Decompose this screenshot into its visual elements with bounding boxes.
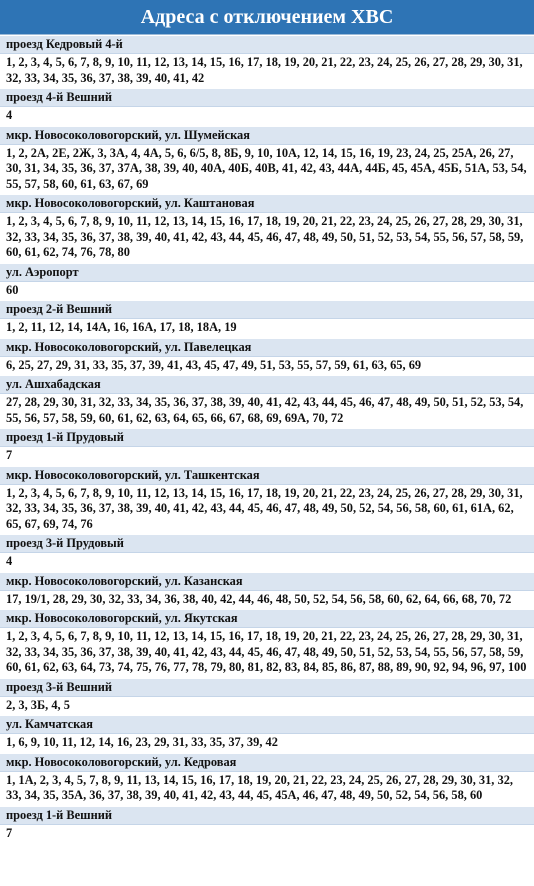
house-numbers: 4 xyxy=(0,552,534,572)
house-numbers: 1, 2, 2А, 2Е, 2Ж, 3, 3А, 4, 4А, 5, 6, 6/5, 8, 8Б, 9, 10, 10А, 12, 14, 15, 16, 19, 23, 24, 25, 25А, 26, 27, 30, 31, 34, 35, 36, 37, 37А, 38, 39, 40, 40А, 40Б, 40В, 41, 42, 43, 44А, 44Б, 45, 45А, 45Б, 51А, 53, 54, 55, 57, 58, 60, 61, 63, 67, 69 xyxy=(0,144,534,195)
house-numbers: 4 xyxy=(0,106,534,126)
house-numbers: 1, 2, 11, 12, 14, 14А, 16, 16А, 17, 18, 18А, 19 xyxy=(0,318,534,338)
street-name: проезд 2-й Вешний xyxy=(0,300,534,318)
house-numbers: 1, 2, 3, 4, 5, 6, 7, 8, 9, 10, 11, 12, 13, 14, 15, 16, 17, 18, 19, 20, 21, 22, 23, 24, 25, 26, 27, 28, 29, 30, 31, 32, 33, 34, 35, 36, 37, 38, 39, 40, 41, 42, 43, 44, 45, 46, 47, 48, 49, 50, 51, 52, 53, 54, 55, 56, 57, 58, 59, 60, 61, 62, 63, 64, 73, 74, 75, 76, 77, 78, 79, 80, 81, 82, 83, 84, 85, 86, 87, 88, 89, 90, 92, 94, 96, 97, 100 xyxy=(0,627,534,678)
house-numbers: 27, 28, 29, 30, 31, 32, 33, 34, 35, 36, 37, 38, 39, 40, 41, 42, 43, 44, 45, 46, 47, 48, 49, 50, 51, 52, 53, 54, 55, 56, 57, 58, 59, 60, 61, 62, 63, 64, 65, 66, 67, 68, 69, 69А, 70, 72 xyxy=(0,393,534,428)
street-name: мкр. Новосоколовогорский, ул. Казанская xyxy=(0,572,534,590)
house-numbers: 60 xyxy=(0,281,534,301)
house-numbers: 1, 2, 3, 4, 5, 6, 7, 8, 9, 10, 11, 12, 13, 14, 15, 16, 17, 18, 19, 20, 21, 22, 23, 24, 25, 26, 27, 28, 29, 30, 31, 32, 33, 34, 35, 36, 37, 38, 39, 40, 41, 42 xyxy=(0,53,534,88)
street-name: мкр. Новосоколовогорский, ул. Каштановая xyxy=(0,194,534,212)
page-title: Адреса с отключением ХВС xyxy=(0,0,534,35)
address-list xyxy=(0,35,534,843)
house-numbers: 6, 25, 27, 29, 31, 33, 35, 37, 39, 41, 43, 45, 47, 49, 51, 53, 55, 57, 59, 61, 63, 65, 69 xyxy=(0,356,534,376)
house-numbers: 1, 6, 9, 10, 11, 12, 14, 16, 23, 29, 31, 33, 35, 37, 39, 42 xyxy=(0,733,534,753)
house-numbers: 1, 2, 3, 4, 5, 6, 7, 8, 9, 10, 11, 12, 13, 14, 15, 16, 17, 18, 19, 20, 21, 22, 23, 24, 25, 26, 27, 28, 29, 30, 31, 32, 33, 34, 35, 36, 37, 38, 39, 40, 41, 42, 43, 44, 45, 46, 47, 48, 49, 50, 52, 54, 56, 58, 60, 61, 61А, 62, 65, 67, 69, 74, 76 xyxy=(0,484,534,535)
street-name: мкр. Новосоколовогорский, ул. Шумейская xyxy=(0,126,534,144)
street-name: проезд 3-й Прудовый xyxy=(0,534,534,552)
street-name: проезд 1-й Вешний xyxy=(0,806,534,824)
house-numbers: 1, 2, 3, 4, 5, 6, 7, 8, 9, 10, 11, 12, 13, 14, 15, 16, 17, 18, 19, 20, 21, 22, 23, 24, 25, 26, 27, 28, 29, 30, 31, 32, 33, 34, 35, 36, 37, 38, 39, 40, 41, 42, 43, 44, 45, 46, 47, 48, 49, 50, 51, 52, 53, 54, 55, 56, 57, 58, 59, 60, 61, 62, 74, 76, 78, 80 xyxy=(0,212,534,263)
street-name: проезд 3-й Вешний xyxy=(0,678,534,696)
house-numbers: 17, 19/1, 28, 29, 30, 32, 33, 34, 36, 38, 40, 42, 44, 46, 48, 50, 52, 54, 56, 58, 60, 62, 64, 66, 68, 70, 72 xyxy=(0,590,534,610)
street-name: ул. Ашхабадская xyxy=(0,375,534,393)
street-name: проезд 1-й Прудовый xyxy=(0,428,534,446)
street-name: мкр. Новосоколовогорский, ул. Якутская xyxy=(0,609,534,627)
street-name: мкр. Новосоколовогорский, ул. Ташкентская xyxy=(0,466,534,484)
street-name: мкр. Новосоколовогорский, ул. Кедровая xyxy=(0,753,534,771)
house-numbers: 1, 1А, 2, 3, 4, 5, 7, 8, 9, 11, 13, 14, 15, 16, 17, 18, 19, 20, 21, 22, 23, 24, 25, 26, 27, 28, 29, 30, 31, 32, 33, 34, 35, 35А, 36, 37, 38, 39, 40, 41, 42, 43, 44, 45, 45А, 46, 47, 48, 49, 50, 52, 54, 56, 58, 60 xyxy=(0,771,534,806)
street-name: ул. Камчатская xyxy=(0,715,534,733)
house-numbers: 2, 3, 3Б, 4, 5 xyxy=(0,696,534,716)
street-name: мкр. Новосоколовогорский, ул. Павелецкая xyxy=(0,338,534,356)
street-name: проезд Кедровый 4-й xyxy=(0,35,534,53)
street-name: проезд 4-й Вешний xyxy=(0,88,534,106)
street-name: ул. Аэропорт xyxy=(0,263,534,281)
house-numbers: 7 xyxy=(0,446,534,466)
house-numbers: 7 xyxy=(0,824,534,844)
